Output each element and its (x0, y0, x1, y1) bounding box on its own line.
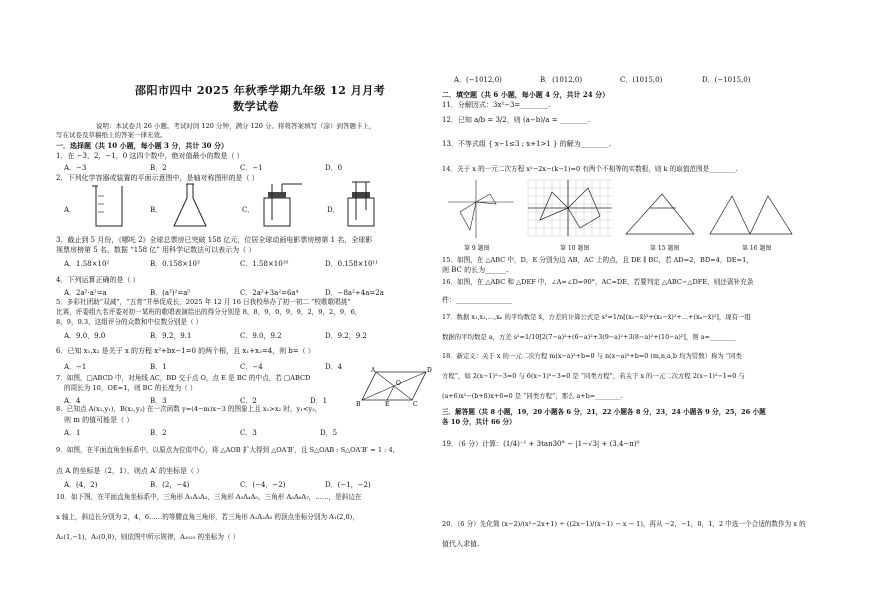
q20-line1: 20．（6 分）先化简 (x−2)/(x²−2x+1) ÷ ((2x−1)/(x−1) − x − 1)，再从 −2，−1，0，1，2 中选一个合适的数作为 x 的 (442, 520, 806, 528)
q10-line2: x 轴上，斜边长分别为 2，4，6……的等腰直角三角形，若三角形 A₁A₂A₃ 的顶点坐标分别为 A₁(2,0)， (56, 513, 359, 521)
fig9-caption: 第 9 题图 (464, 245, 490, 252)
q2-option-d: D． (327, 206, 340, 214)
q7-option-d: D．1 (310, 397, 328, 405)
q3-option-d: D．0.158×10¹¹ (325, 260, 379, 268)
q16-line1: 16．如图，在 △ABC 和 △DEF 中，∠A=∠D=90°，AC=DE，若要判定 △ABC∽△DFE，则还需补充条 (442, 278, 754, 286)
q3-option-c: C．1.58×10¹⁰ (240, 260, 289, 268)
q1-option-d: D．0 (325, 164, 343, 172)
q6-option-c: C．−4 (240, 363, 263, 371)
section2-heading: 二．填空题（共 6 小题，每小题 4 分，共计 24 分） (442, 90, 610, 99)
parallelogram-figure (356, 366, 432, 408)
q1-option-a: A．−3 (64, 164, 87, 172)
q5-option-d: D．9.2，9.2 (325, 332, 367, 340)
q10-option-d: D．(−1015,0) (702, 76, 751, 84)
beaker-figure (90, 182, 128, 230)
figure-9 (446, 178, 516, 240)
q3-option-b: B．0.158×10³ (150, 260, 200, 268)
q12-text: 12．已知 a/b = 3/2，则 (a−b)/a = ________. (442, 116, 591, 124)
fig7-label-a: A (371, 367, 376, 374)
fig7-label-c: C (413, 401, 418, 408)
gas-bottle-figure (260, 180, 306, 230)
intro-line2: 写在试卷及草稿纸上的答案一律无效。 (56, 131, 167, 139)
q15-line2: 则 BC 的长为______. (442, 266, 509, 274)
wash-bottle-figure (342, 180, 382, 230)
figure-15 (620, 190, 698, 238)
fig7-label-o: O (396, 380, 401, 387)
q10-line3: A₂(1,−1)，A₃(0,0)，则依图中所示规律，A₂₀₂₅ 的坐标为（ ） (56, 533, 240, 541)
q7-line1: 7．如图，□ABCD 中，对角线 AC，BD 交于点 O，点 E 是 BC 的中点，若 □ABCD (56, 374, 311, 382)
q5-option-a: A．9.0，9.0 (64, 332, 106, 340)
q19-text: 19．（6 分）计算：(1/4)⁻¹ + 3tan30° − |1−√3| + (3.4−π)⁰ (442, 440, 640, 448)
q17-line1: 17．数据 x₁,x₂,…,xₙ 的平均数是 x̄，方差的计算公式是 s²=1/n[(x₁−x̄)²+(x₂−x̄)²+…+(xₙ−x̄)²]，现有一组 (442, 313, 751, 321)
q13-text: 13．不等式组 { x−1≤3 ; x+1>1 } 的解为________. (442, 140, 611, 148)
q4-option-b: B．(a³)²=a⁵ (150, 289, 191, 297)
fig10-caption: 第 10 题图 (560, 245, 590, 252)
intro-line1: 说明：本试卷共 26 小题。考试时间 120 分钟，满分 120 分。将将答案填写（涂）到答题卡上， (96, 122, 376, 130)
fig7-label-d: D (427, 367, 432, 374)
q7-line2: 的周长为 10，OE=1，则 BC 的长度为（ ） (64, 384, 197, 392)
q15-line1: 15．如图，在 △ABC 中，D，E 分别为边 AB，AC 上的点，且 DE ∥ BC，若 AD=2，BD=4，DE=1， (442, 256, 753, 264)
q18-line1: 18．新定义：关于 x 的一元二次方程 m(x−a)²+b=0 与 n(x−a)²+b=0 (m,n,a,b 均为常数）称为 “同类 (442, 352, 742, 360)
q5-line1: 5．多彩社团助“双减”，“五育”并举促成长，2025 年 12 月 16 日我校举办了初一初二 “校歌歌唱挑” (56, 298, 351, 306)
q1-text: 1．在 −3，2，−1，0 这四个数中，绝对值最小的数是（ ） (56, 152, 244, 160)
q2-option-b: B． (150, 206, 163, 214)
q5-option-c: C．9.0，9.2 (240, 332, 282, 340)
q5-option-b: B．9.2，9.1 (150, 332, 192, 340)
section1-heading: 一．选择题（共 10 小题，每小题 3 分，共计 30 分） (56, 141, 228, 150)
exam-subtitle: 数学试卷 (233, 100, 279, 113)
q9-option-c: C．(−4，−2) (240, 481, 286, 489)
q11-text: 11．分解因式：3x²−3=________. (442, 101, 551, 109)
q9-option-b: B．(2，−4) (150, 481, 190, 489)
q8-option-b: B．2 (150, 429, 167, 437)
q2-text: 2．下列化学容器或装置的平面示意图中，是轴对称图形的是（ ） (56, 174, 259, 182)
q7-option-c: C．2 (240, 397, 257, 405)
q6-option-b: B．1 (150, 363, 167, 371)
q9-line1: 9．如图，在平面直角坐标系中，以原点为位似中心，将 △AOB 扩大得到 △OA′B′，且 S△OAB : S△OA′B′ = 1 : 4， (56, 446, 400, 454)
fig16-caption: 第 16 题图 (742, 245, 772, 252)
q8-option-a: A．1 (64, 429, 81, 437)
section3-heading: 三．解答题（共 8 小题，19，20 小题各 6 分，21，22 小题各 8 分，23，24 小题各 9 分，25，26 小题 (442, 408, 766, 416)
q6-option-d: D．4 (325, 363, 343, 371)
q6-option-a: A．−1 (64, 363, 87, 371)
q10-line1: 10．如下图，在平面直角坐标系中，三角形 A₁A₂A₃，三角形 A₃A₄A₅，三角形 A₅A₆A₇，……，是斜边在 (56, 493, 362, 501)
q7-option-b: B．3 (150, 397, 167, 405)
q4-text: 4．下列运算正确的是（ ） (56, 276, 140, 284)
q4-option-d: D．−8a²÷4a=2a (325, 289, 384, 297)
q4-option-c: C．2a²+3a²=6a⁴ (240, 289, 299, 297)
q8-line1: 8．已知点 A(x₁,y₁)，B(x₂,y₂) 在一次函数 y=(4−m)x−3 的图象上且 x₁>x₂ 时，y₁<y₂， (56, 405, 322, 413)
q8-option-c: C．3 (240, 429, 257, 437)
q8-line2: 则 m 的值可能是（ ） (64, 416, 134, 424)
flask-figure (170, 182, 210, 230)
q18-line2: 方程”，如 2(x−1)²−3=0 与 6(x−1)²−3=0 是 “同类方程”，若关于 x 的一元二次方程 2(x−1)²−1=0 与 (442, 372, 745, 380)
q20-line2: 值代入求值. (442, 540, 480, 548)
q9-option-d: D．(−1，−2) (325, 481, 371, 489)
q2-option-a: A． (64, 206, 77, 214)
q16-line2: 件：________________ (442, 296, 512, 304)
q5-line3: 8，9，9.3，这组评分的众数和中位数分别是（ ） (56, 318, 203, 326)
q8-option-d: D．5 (320, 429, 338, 437)
q17-line2: 数据的平均数是 a，方差 s²=1/10[2(7−a)²+(6−a)²+3(9−a)²+3(8−a)²+(10−a)²]，则 a=________ (442, 333, 736, 341)
q10-option-c: C．(1015,0) (620, 76, 663, 84)
q1-option-b: B．2 (150, 164, 167, 172)
q1-option-c: C．−1 (240, 164, 263, 172)
q2-option-c: C． (242, 206, 255, 214)
q3-line1: 3．截止到 5 月份，《哪吒 2》全球总票房已突破 158 亿元，位居全球动画电影票房榜第 1 名，全球影 (56, 236, 373, 244)
q3-option-a: A．1.58×10² (64, 260, 110, 268)
exam-title: 邵阳市四中 2025 年秋季学期九年级 12 月月考 (135, 84, 386, 97)
q4-option-a: A．2a²·a²=a (64, 289, 107, 297)
q14-text: 14．关于 x 的一元二次方程 x²−2x−(k−1)=0 有两个不相等的实数根，则 k 的取值范围是________. (442, 165, 738, 173)
q18-line3: (a+6)x²−(b+8)x+6=0 是 “同类方程”，那么 a+b=________. (442, 392, 623, 400)
q5-line2: 比赛，评委组九名评委对初一某班的歌唱表演给出的得分分别是 8，8，9，0，9，9，2，9，2，9，6， (56, 308, 362, 316)
fig7-label-b: B (356, 401, 361, 408)
figure-10-grid (524, 176, 616, 242)
q3-line2: 视票房榜第 5 名。数据 “158 亿” 用科学记数法可以表示为（ ） (56, 246, 256, 254)
fig15-caption: 第 15 题图 (650, 245, 680, 252)
q10-option-a: A．(−1012,0) (454, 76, 502, 84)
q7-option-a: A．4 (64, 397, 81, 405)
q9-line2: 点 A 的坐标是（2，1），则点 A′ 的坐标是（ ） (56, 467, 204, 475)
figure-16 (706, 190, 796, 240)
q10-option-b: B．(1012,0) (540, 76, 583, 84)
fig7-label-e: E (385, 401, 390, 408)
q6-text: 6．已知 x₁,x₂ 是关于 x 的方程 x²+bx−1=0 的两个根，且 x₁+x₂=4，则 b=（ ） (56, 347, 315, 355)
section3-heading2: 各 10 分，共计 66 分） (442, 418, 516, 426)
q9-option-a: A．(4，2) (64, 481, 98, 489)
